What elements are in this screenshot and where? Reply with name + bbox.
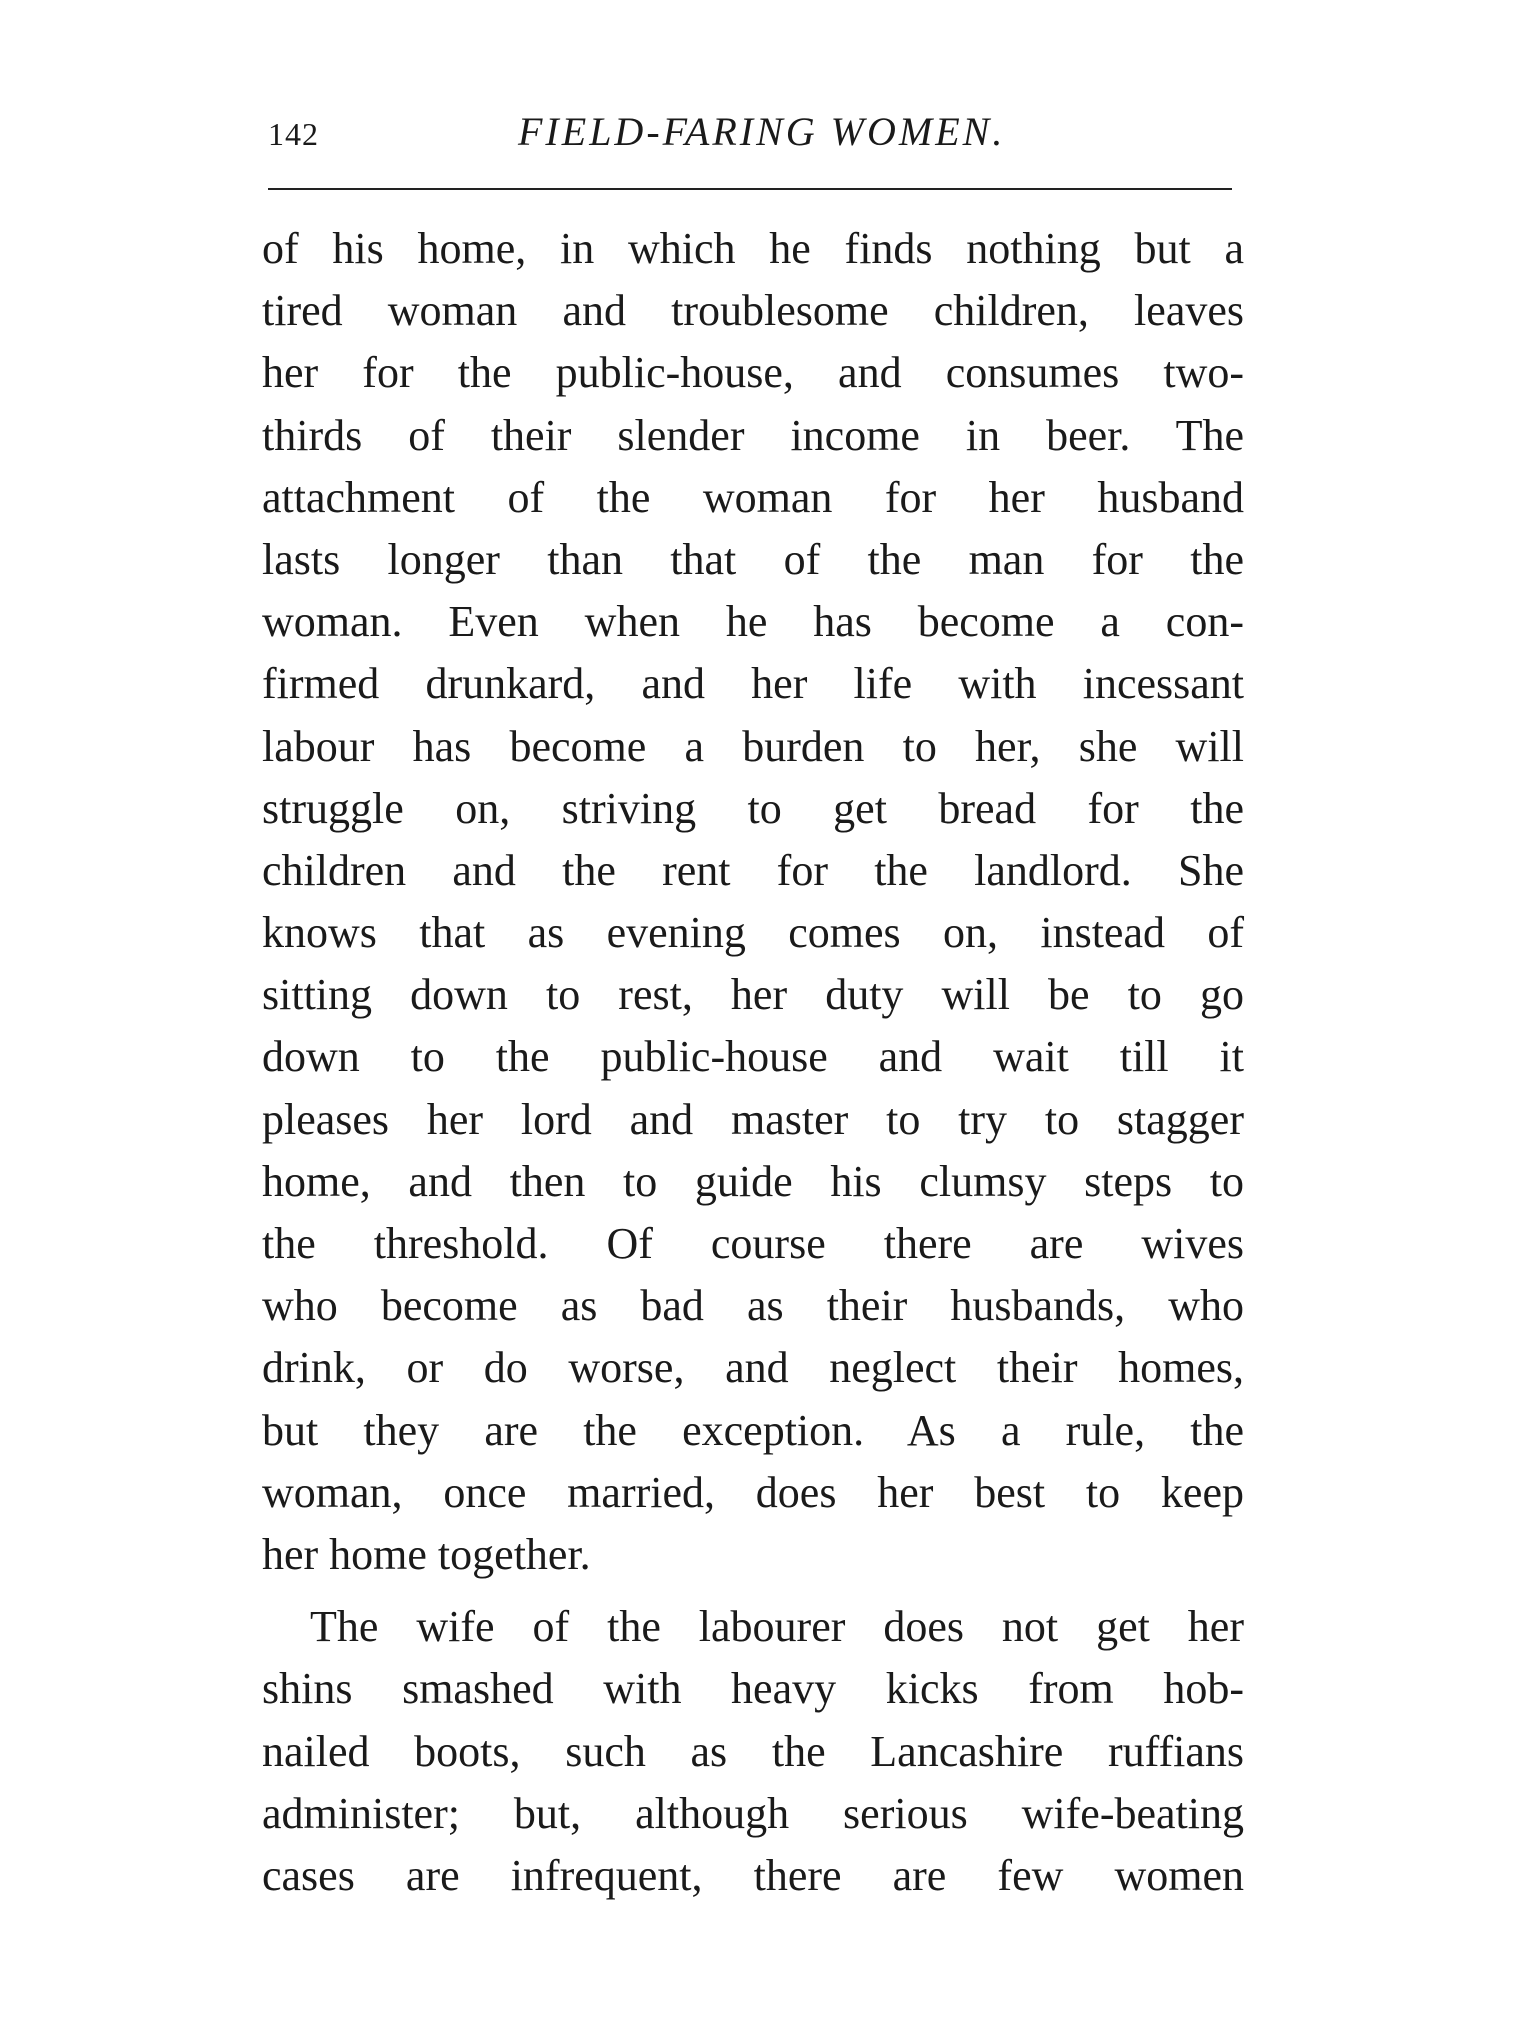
text-line: sitting down to rest, her duty will be to go: [262, 970, 1244, 1020]
text-line: knows that as evening comes on, instead of: [262, 908, 1244, 958]
text-line: home, and then to guide his clumsy steps to: [262, 1156, 1244, 1206]
text-line: of his home, in which he finds nothing but a: [262, 224, 1244, 273]
paragraph-2: [262, 1596, 1244, 1907]
text-line: labour has become a burden to her, she will: [262, 721, 1244, 771]
text-line: cases are infrequent, there are few women: [262, 1850, 1244, 1900]
text-line: tired woman and troublesome children, leaves: [262, 286, 1244, 336]
text-line: nailed boots, such as the Lancashire ruffians: [262, 1726, 1244, 1776]
running-head: [268, 108, 1232, 168]
text-line: down to the public-house and wait till it: [262, 1032, 1244, 1082]
text-line: who become as bad as their husbands, who: [262, 1281, 1244, 1331]
text-line: her home together.: [262, 1529, 591, 1579]
text-line: struggle on, striving to get bread for the: [262, 783, 1244, 833]
running-title: FIELD-FARING WOMEN.: [518, 109, 1006, 154]
text-line: firmed drunkard, and her life with incessant: [262, 659, 1244, 709]
text-line: her for the public-house, and consumes two-: [262, 348, 1244, 398]
text-line: lasts longer than that of the man for the: [262, 534, 1244, 584]
text-line: woman. Even when he has become a con-: [262, 597, 1244, 647]
text-line: pleases her lord and master to try to stagger: [262, 1094, 1244, 1144]
text-line: attachment of the woman for her husband: [262, 472, 1244, 522]
text-line: woman, once married, does her best to keep: [262, 1467, 1244, 1517]
body-text: [262, 218, 1244, 1907]
text-line: children and the rent for the landlord. She: [262, 845, 1244, 895]
page-number: 142: [268, 116, 319, 152]
text-line: administer; but, although serious wife-beating: [262, 1788, 1244, 1838]
text-line: drink, or do worse, and neglect their homes,: [262, 1343, 1244, 1393]
text-line: The wife of the labourer does not get her: [310, 1602, 1244, 1652]
header-rule: [268, 188, 1232, 190]
paragraph-gap: [262, 1586, 1244, 1596]
paragraph-1: [262, 218, 1244, 1586]
text-line: but they are the exception. As a rule, the: [262, 1405, 1244, 1455]
text-line: the threshold. Of course there are wives: [262, 1219, 1244, 1268]
text-line: shins smashed with heavy kicks from hob-: [262, 1664, 1244, 1714]
text-line: thirds of their slender income in beer. The: [262, 410, 1244, 460]
